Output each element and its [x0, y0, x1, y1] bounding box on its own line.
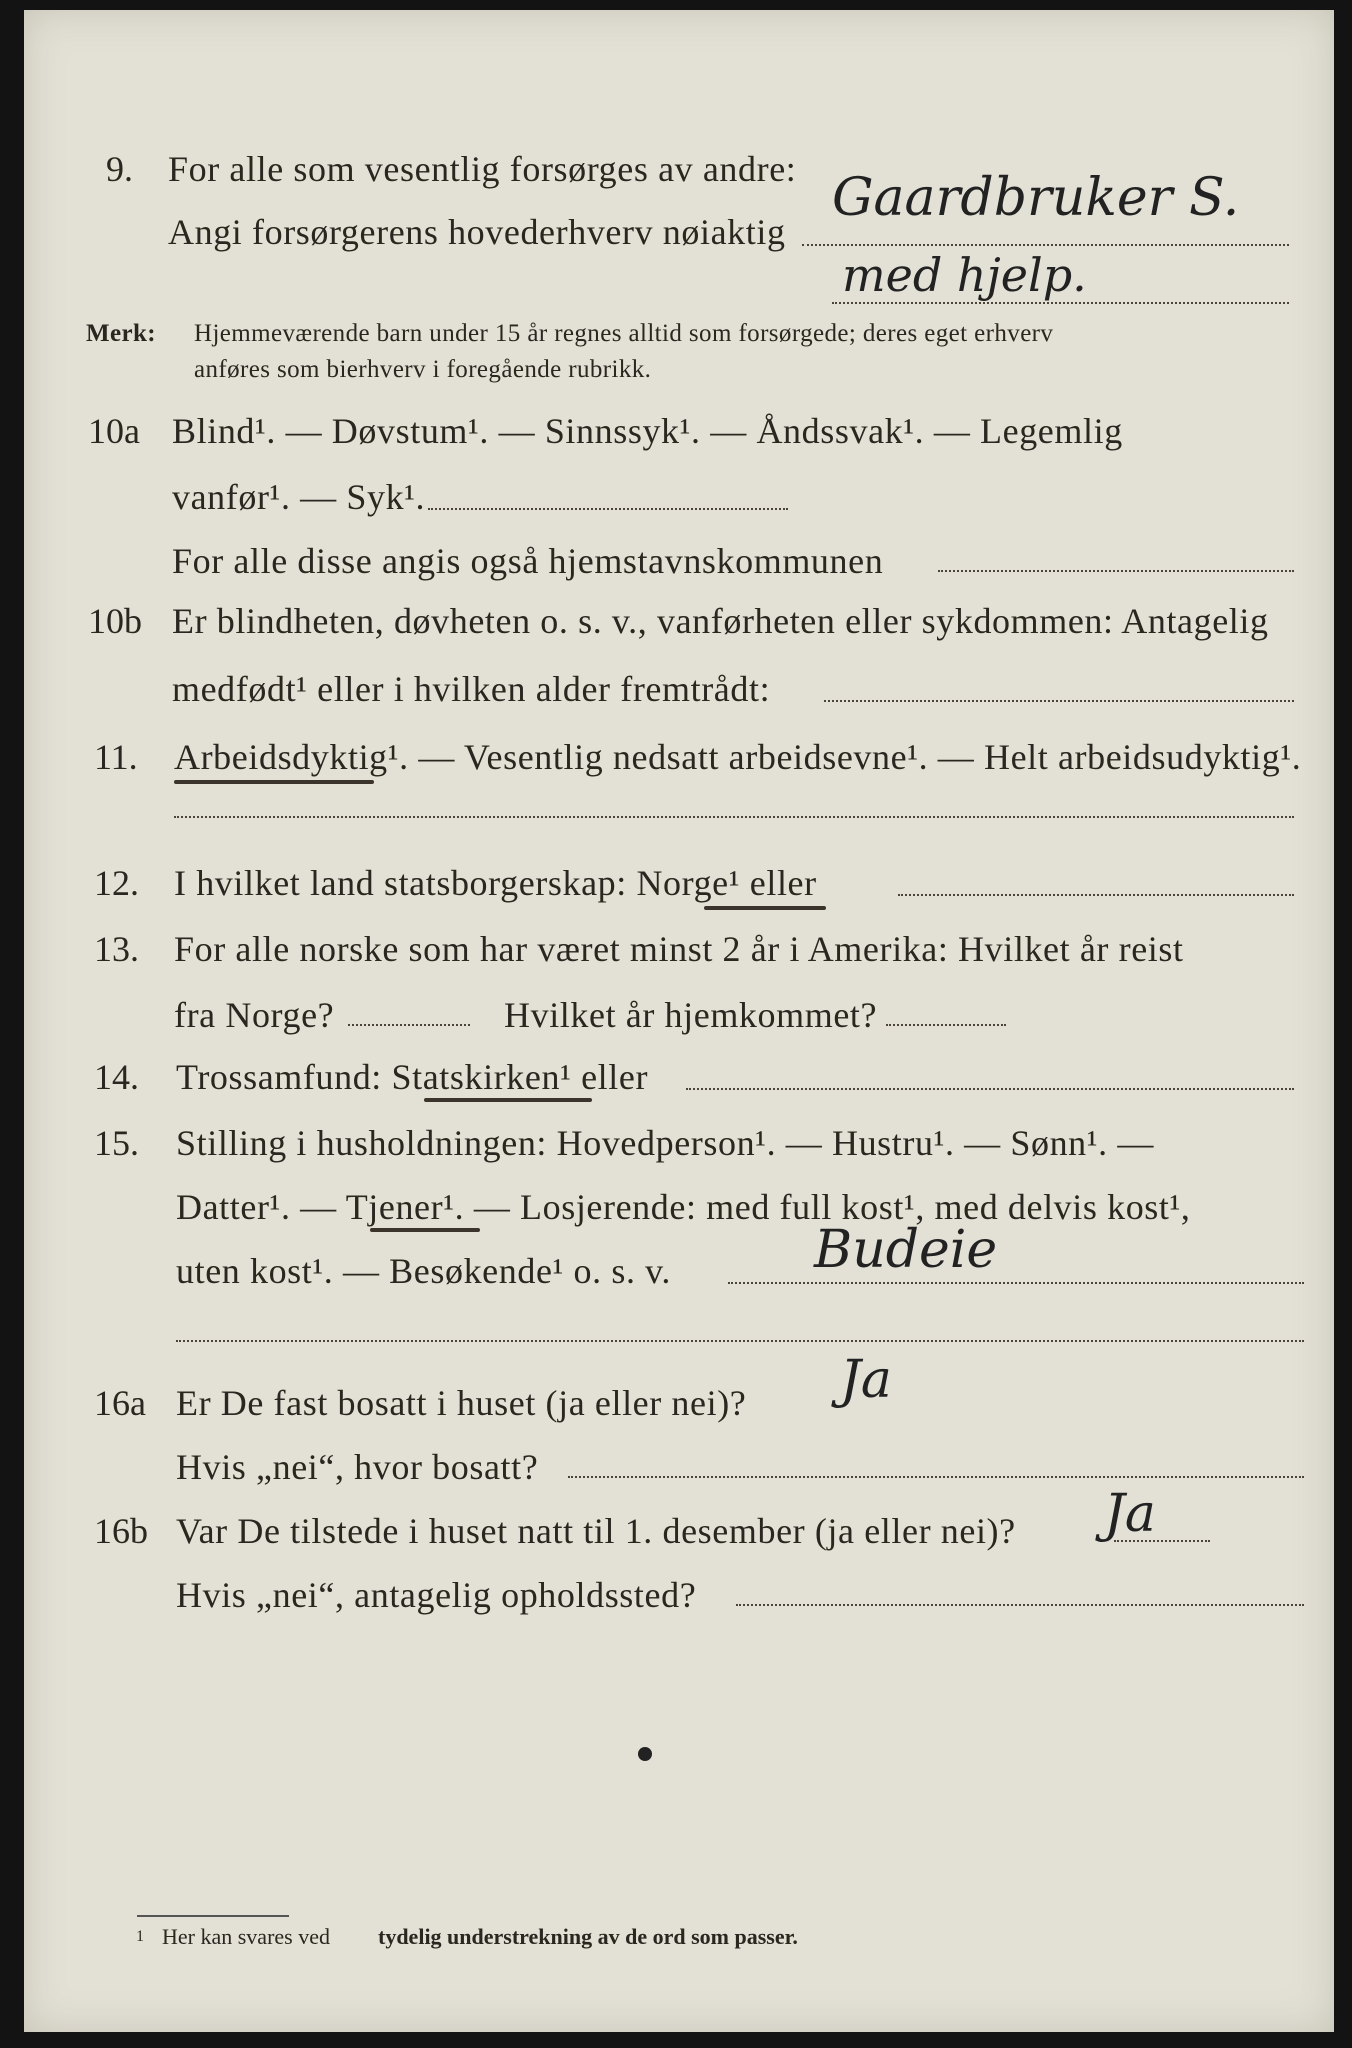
merk-line1: Hjemmeværende barn under 15 år regnes alltid som forsørgede; deres eget erhverv	[194, 320, 1054, 347]
q15-answer-line	[728, 1280, 1304, 1284]
q12-answer-line	[898, 892, 1294, 896]
q11-answer-line	[174, 814, 1294, 818]
q13-line2a: fra Norge?	[174, 995, 335, 1035]
q10a-line3: For alle disse angis også hjemstavnskommunen	[172, 541, 884, 581]
q9-answer-line1	[802, 242, 1289, 246]
q9-handwritten-answer2: med hjelp.	[842, 248, 1087, 302]
q15-number: 15.	[94, 1123, 139, 1163]
q11-line1: Arbeidsdyktig¹. — Vesentlig nedsatt arbeidsevne¹. — Helt arbeidsudyktig¹.	[174, 737, 1302, 777]
q12-underline-norge	[704, 906, 826, 910]
q9-handwritten-answer1: Gaardbruker S.	[832, 168, 1240, 228]
q12-line1: I hvilket land statsborgerskap: Norge¹ eller	[174, 863, 817, 903]
q14-answer-line	[686, 1086, 1294, 1090]
merk-line2: anføres som bierhverv i foregående rubrikk.	[194, 356, 652, 383]
q9-line2: Angi forsørgerens hovederhverv nøiaktig	[168, 212, 786, 252]
q16a-number: 16a	[94, 1383, 146, 1423]
q13-line2b: Hvilket år hjemkommet?	[504, 995, 878, 1035]
q16b-number: 16b	[94, 1511, 148, 1551]
q15-handwritten-answer: Budeie	[814, 1220, 998, 1280]
census-form-page	[24, 10, 1334, 2032]
merk-label: Merk:	[86, 320, 157, 347]
footnote-rule	[137, 1915, 289, 1917]
q16a-line1: Er De fast bosatt i huset (ja eller nei)?	[176, 1383, 747, 1423]
q13-year-left-line	[348, 1022, 470, 1026]
q16a-line2: Hvis „nei“, hvor bosatt?	[176, 1447, 539, 1487]
q14-underline-statskirken	[424, 1098, 592, 1102]
q14-line1: Trossamfund: Statskirken¹ eller	[176, 1057, 649, 1097]
q15-line2: Datter¹. — Tjener¹. — Losjerende: med full kost¹, med delvis kost¹,	[176, 1187, 1191, 1227]
center-dot	[638, 1747, 652, 1761]
q15-line1: Stilling i husholdningen: Hovedperson¹. — Hustru¹. — Sønn¹. —	[176, 1123, 1154, 1163]
q14-number: 14.	[94, 1057, 139, 1097]
q15-extra-line	[176, 1338, 1304, 1342]
footnote-text-a: Her kan svares ved	[162, 1924, 330, 1949]
q16a-answer-line	[568, 1474, 1304, 1478]
footnote-mark: 1	[136, 1928, 144, 1945]
q15-line3: uten kost¹. — Besøkende¹ o. s. v.	[176, 1251, 672, 1291]
q16b-line2: Hvis „nei“, antagelig opholdssted?	[176, 1575, 697, 1615]
q12-number: 12.	[94, 863, 139, 903]
q11-underline-arbeidsdyktig	[174, 780, 374, 784]
q13-number: 13.	[94, 929, 139, 969]
q10a-answer-line	[428, 506, 788, 510]
q16b-line1: Var De tilstede i huset natt til 1. desember (ja eller nei)?	[176, 1511, 1016, 1551]
q16b-whereabouts-line	[736, 1602, 1304, 1606]
q16b-handwritten-answer: Ja	[1104, 1484, 1156, 1544]
q15-underline-tjener	[370, 1228, 480, 1232]
q9-line1: For alle som vesentlig forsørges av andre:	[168, 149, 797, 189]
q10a-number: 10a	[88, 411, 140, 451]
q10a-municipality-line	[938, 568, 1294, 572]
q10b-number: 10b	[88, 601, 142, 641]
footnote-text-b: tydelig understrekning av de ord som passer.	[378, 1924, 798, 1949]
q13-year-returned-line	[886, 1022, 1006, 1026]
q10a-line2: vanfør¹. — Syk¹.	[172, 477, 426, 517]
q11-number: 11.	[94, 737, 138, 777]
q13-line1: For alle norske som har været minst 2 år i Amerika: Hvilket år reist	[174, 929, 1184, 969]
q10b-answer-line	[824, 698, 1294, 702]
q10a-line1: Blind¹. — Døvstum¹. — Sinnssyk¹. — Åndssvak¹. — Legemlig	[172, 411, 1123, 451]
q16a-handwritten-answer: Ja	[840, 1350, 892, 1410]
q10b-line1: Er blindheten, døvheten o. s. v., vanførheten eller sykdommen: Antagelig	[172, 601, 1269, 641]
q9-number: 9.	[106, 149, 133, 189]
q10b-line2: medfødt¹ eller i hvilken alder fremtrådt:	[172, 669, 771, 709]
